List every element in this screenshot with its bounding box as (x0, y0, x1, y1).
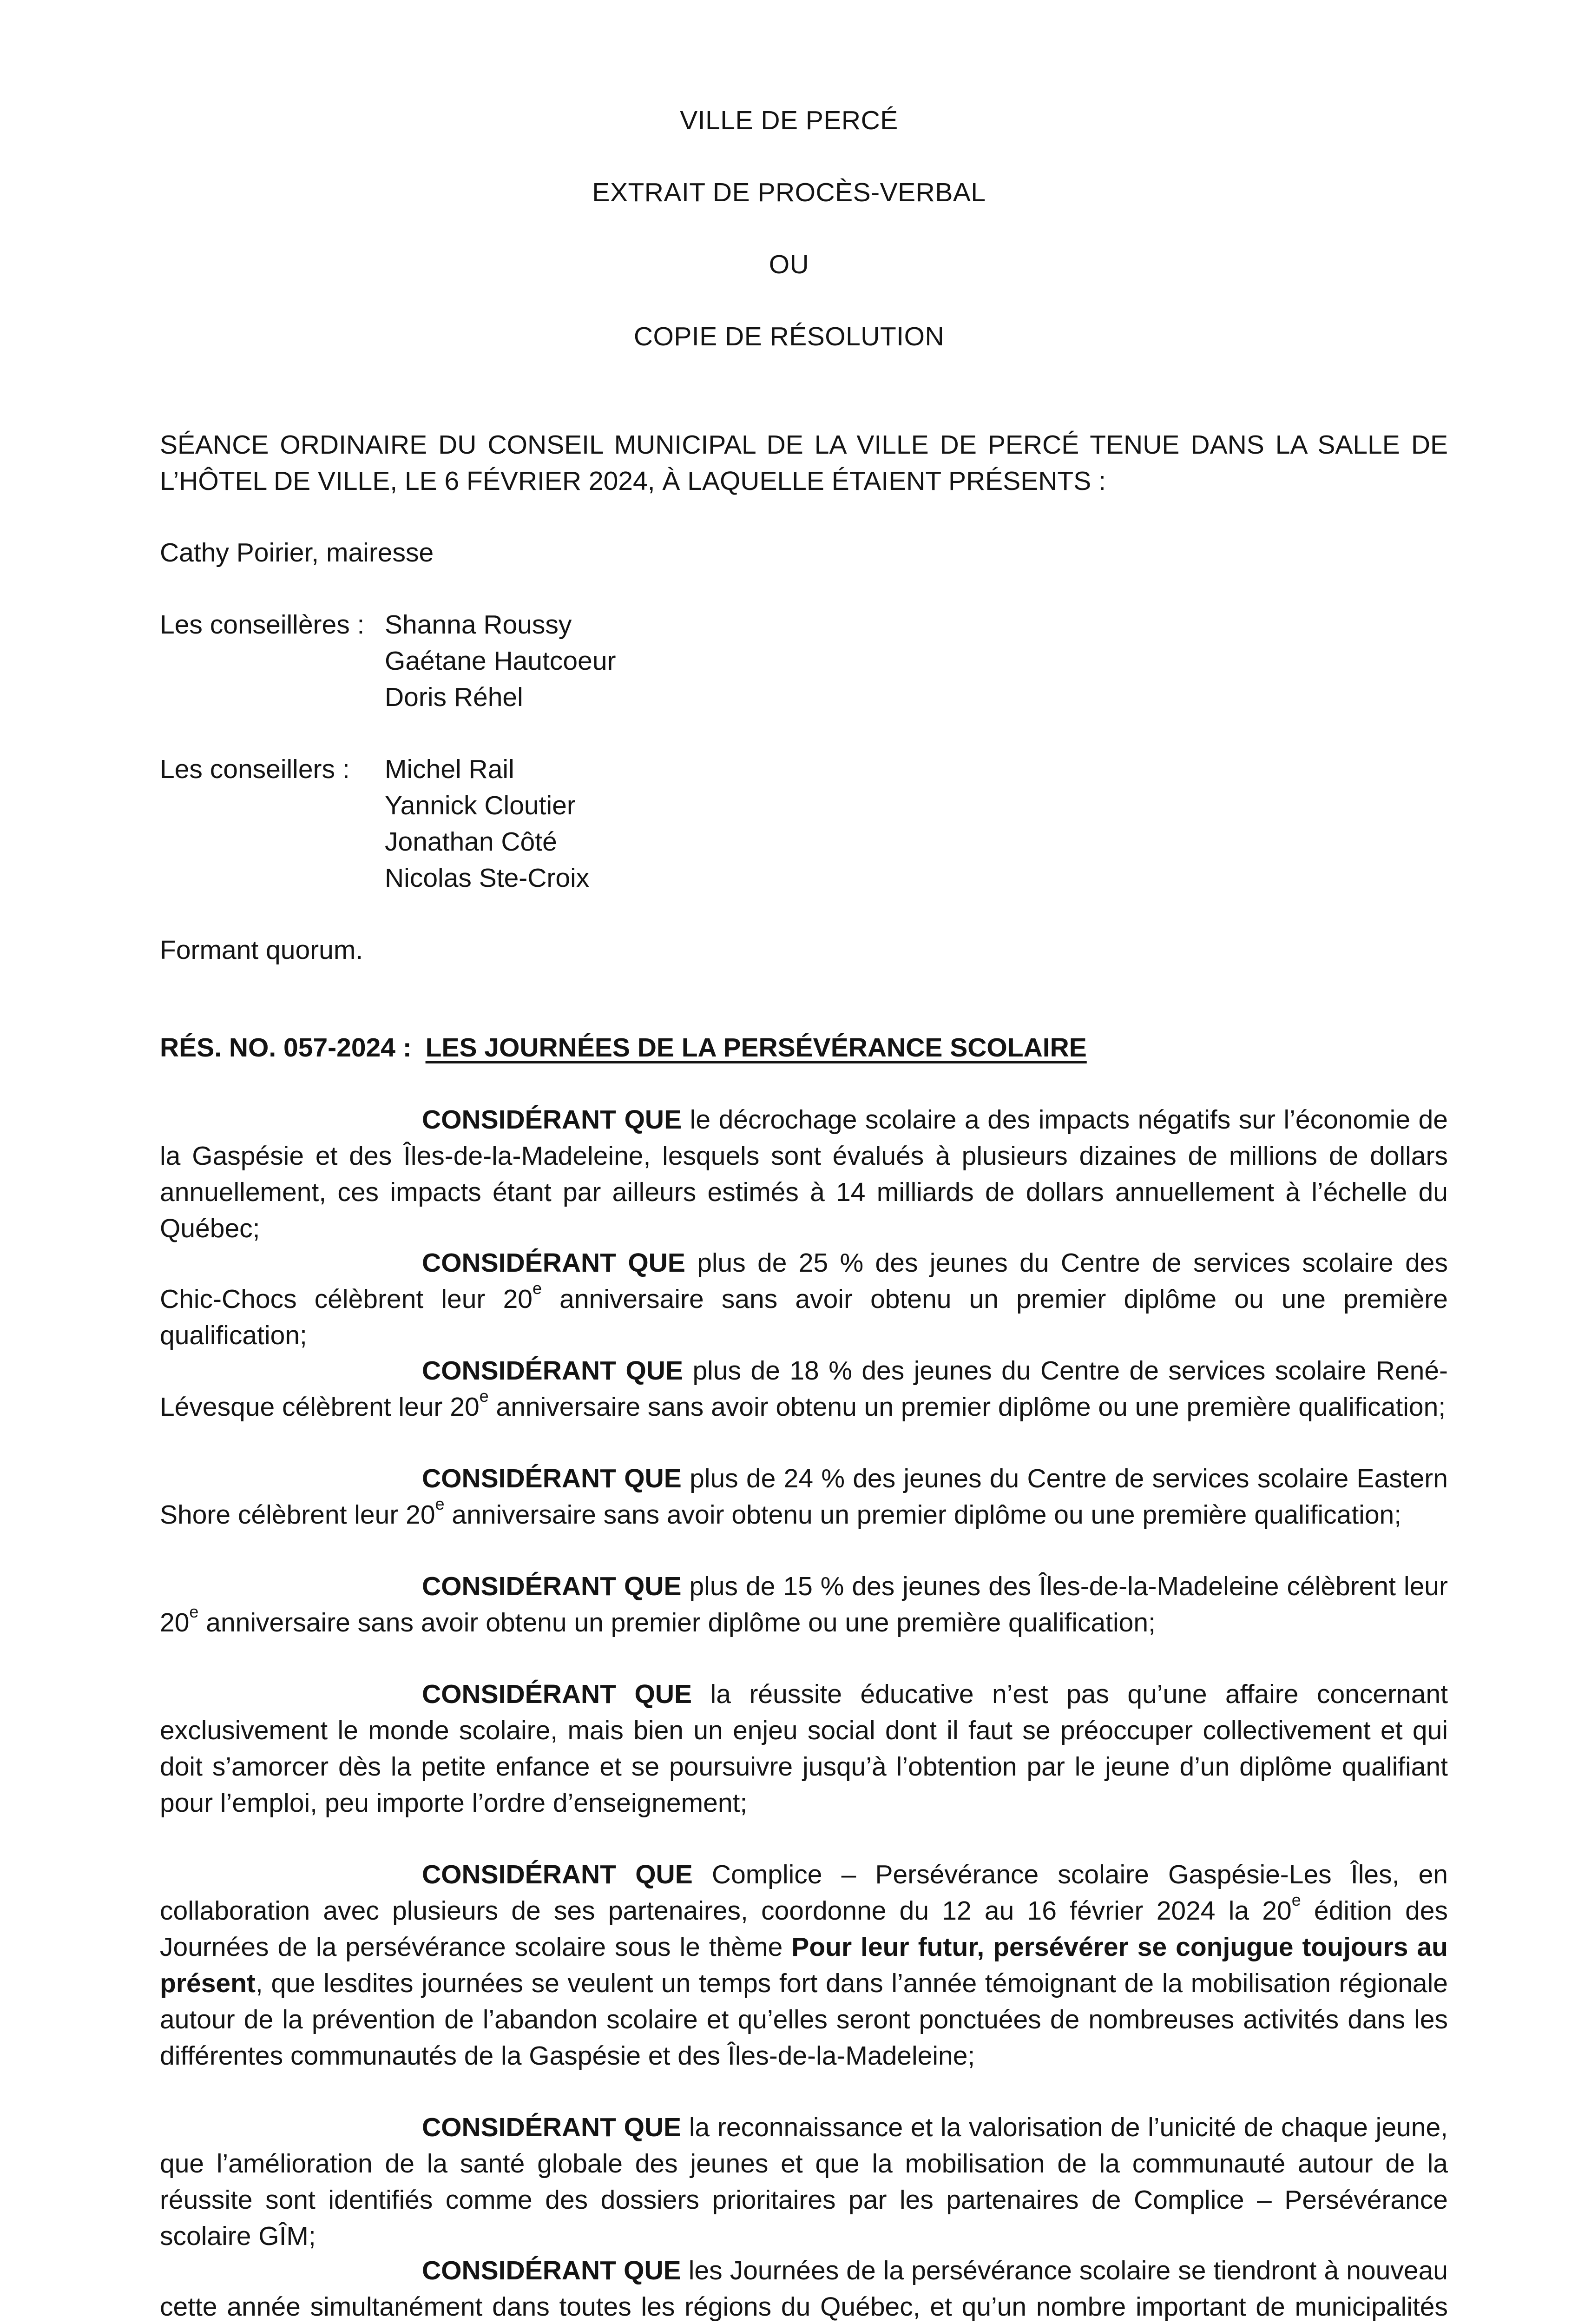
member-name: Nicolas Ste-Croix (385, 863, 590, 893)
considerant-label: CONSIDÉRANT QUE (422, 1571, 682, 1601)
considerant-text: les Journées de la persévérance scolaire se tiendront à nouveau cette année simultanément dans toutes les régions du Québec, et qu’un nombre important de municipalités (160, 2256, 1448, 2322)
considerant-text: , que lesdites journées se veulent un temps fort dans l’année témoignant de la mobilisation régionale autour de la prévention de l’abandon scolaire et qu’elles seront ponctuées de nombreuses activités dans les différentes communautés de la Gaspésie et des Îles-de-la-Madeleine; (160, 1968, 1448, 2071)
conseillers-label: Les conseillers : (160, 754, 350, 784)
considerant-paragraph (160, 2252, 1448, 2324)
considerant-text: anniversaire sans avoir obtenu un premier diplôme ou une première qualification; (160, 1284, 1448, 1350)
considerant-text: plus de 24 % des jeunes du Centre de services scolaire Eastern Shore célèbrent leur 20 (160, 1464, 1448, 1530)
considerant-paragraph (160, 1568, 1448, 1641)
header-extract: EXTRAIT DE PROCÈS-VERBAL (592, 178, 986, 207)
superscript-e: e (189, 1602, 199, 1621)
resolution-title: LES JOURNÉES DE LA PERSÉVÉRANCE SCOLAIRE (425, 1033, 1087, 1063)
member-name: Yannick Cloutier (385, 791, 576, 820)
considerant-text: anniversaire sans avoir obtenu un premier diplôme ou une première qualification; (444, 1500, 1402, 1530)
considerant-text: Complice – Persévérance scolaire Gaspésie-Les Îles, en collaboration avec plusieurs de ses partenaires, coordonne du 12 au 16 février 2024 la 20 (160, 1860, 1448, 1926)
member-name: Jonathan Côté (385, 827, 557, 857)
superscript-e: e (479, 1386, 489, 1406)
considerant-text: anniversaire sans avoir obtenu un premier diplôme ou une première qualification; (488, 1392, 1446, 1422)
considerant-text: plus de 15 % des jeunes des Îles-de-la-Madeleine célèbrent leur 20 (160, 1571, 1448, 1637)
member-name: Shanna Roussy (385, 610, 572, 640)
superscript-e: e (1291, 1890, 1301, 1909)
considerant-label: CONSIDÉRANT QUE (422, 1248, 685, 1278)
seance-paragraph: SÉANCE ORDINAIRE DU CONSEIL MUNICIPAL DE LA VILLE DE PERCÉ TENUE DANS LA SALLE DE L’HÔTEL DE VILLE, LE 6 FÉVRIER 2024, À LAQUELLE ÉTAIENT PRÉSENTS : (160, 430, 1448, 496)
member-name: Michel Rail (385, 754, 514, 784)
considerant-text: plus de 18 % des jeunes du Centre de services scolaire René-Lévesque célèbrent leur 20 (160, 1356, 1448, 1422)
considerant-label: CONSIDÉRANT QUE (422, 2256, 681, 2285)
considerant-label: CONSIDÉRANT QUE (422, 1464, 682, 1493)
considerant-text: la réussite éducative n’est pas qu’une affaire concernant exclusivement le monde scolaire, mais bien un enjeu social dont il faut se préoccuper collectivement et qui doit s’amorcer dès la petite enfance et se poursuivre jusqu’à l’obtention par le jeune d’un diplôme qualifiant pour l’emploi, peu importe l’ordre d’enseignement; (160, 1679, 1448, 1818)
considerant-text: édition des Journées de la persévérance scolaire sous le thème (160, 1896, 1448, 1962)
considerant-text: le décrochage scolaire a des impacts négatifs sur l’économie de la Gaspésie et des Îles-de-la-Madeleine, lesquels sont évalués à plusieurs dizaines de millions de dollars annuellement, ces impacts étant par ailleurs estimés à 14 milliards de dollars annuellement à l’échelle du Québec; (160, 1105, 1448, 1243)
considerant-paragraph (160, 2109, 1448, 2254)
considerant-paragraph (160, 1353, 1448, 1425)
header-or: OU (769, 250, 809, 279)
header-city: VILLE DE PERCÉ (680, 106, 898, 135)
superscript-e: e (532, 1279, 542, 1298)
considerant-paragraph (160, 1245, 1448, 1353)
considerant-text: plus de 25 % des jeunes du Centre de services scolaire des Chic-Chocs célèbrent leur 20 (160, 1248, 1448, 1314)
considerant-label: CONSIDÉRANT QUE (422, 1105, 682, 1135)
mayor-line: Cathy Poirier, mairesse (160, 538, 434, 568)
campaign-theme: Pour leur futur, persévérer se conjugue toujours au présent (160, 1932, 1448, 1998)
header-resolution-copy: COPIE DE RÉSOLUTION (633, 322, 945, 351)
member-name: Gaétane Hautcoeur (385, 646, 616, 676)
considerant-paragraph (160, 1676, 1448, 1821)
conseilleres-label: Les conseillères : (160, 610, 365, 640)
quorum-line: Formant quorum. (160, 935, 363, 965)
considerant-label: CONSIDÉRANT QUE (422, 1679, 692, 1709)
considerant-paragraph (160, 1856, 1448, 2074)
resolution-number: RÉS. NO. 057-2024 : (160, 1033, 412, 1063)
member-name: Doris Réhel (385, 682, 523, 712)
considerant-paragraph (160, 1102, 1448, 1247)
resolution-heading (160, 1030, 1448, 1066)
considerant-label: CONSIDÉRANT QUE (422, 1356, 683, 1386)
considerant-text: la reconnaissance et la valorisation de l’unicité de chaque jeune, que l’amélioration de la santé globale des jeunes et que la mobilisation de la communauté autour de la réussite sont identifiés comme des dossiers prioritaires par les partenaires de Complice – Persévérance scolaire GÎM; (160, 2113, 1448, 2251)
considerant-paragraph (160, 1460, 1448, 1533)
considerant-label: CONSIDÉRANT QUE (422, 2113, 682, 2142)
superscript-e: e (435, 1494, 445, 1513)
considerant-text: anniversaire sans avoir obtenu un premier diplôme ou une première qualification; (198, 1608, 1156, 1637)
considerant-label: CONSIDÉRANT QUE (422, 1860, 693, 1889)
